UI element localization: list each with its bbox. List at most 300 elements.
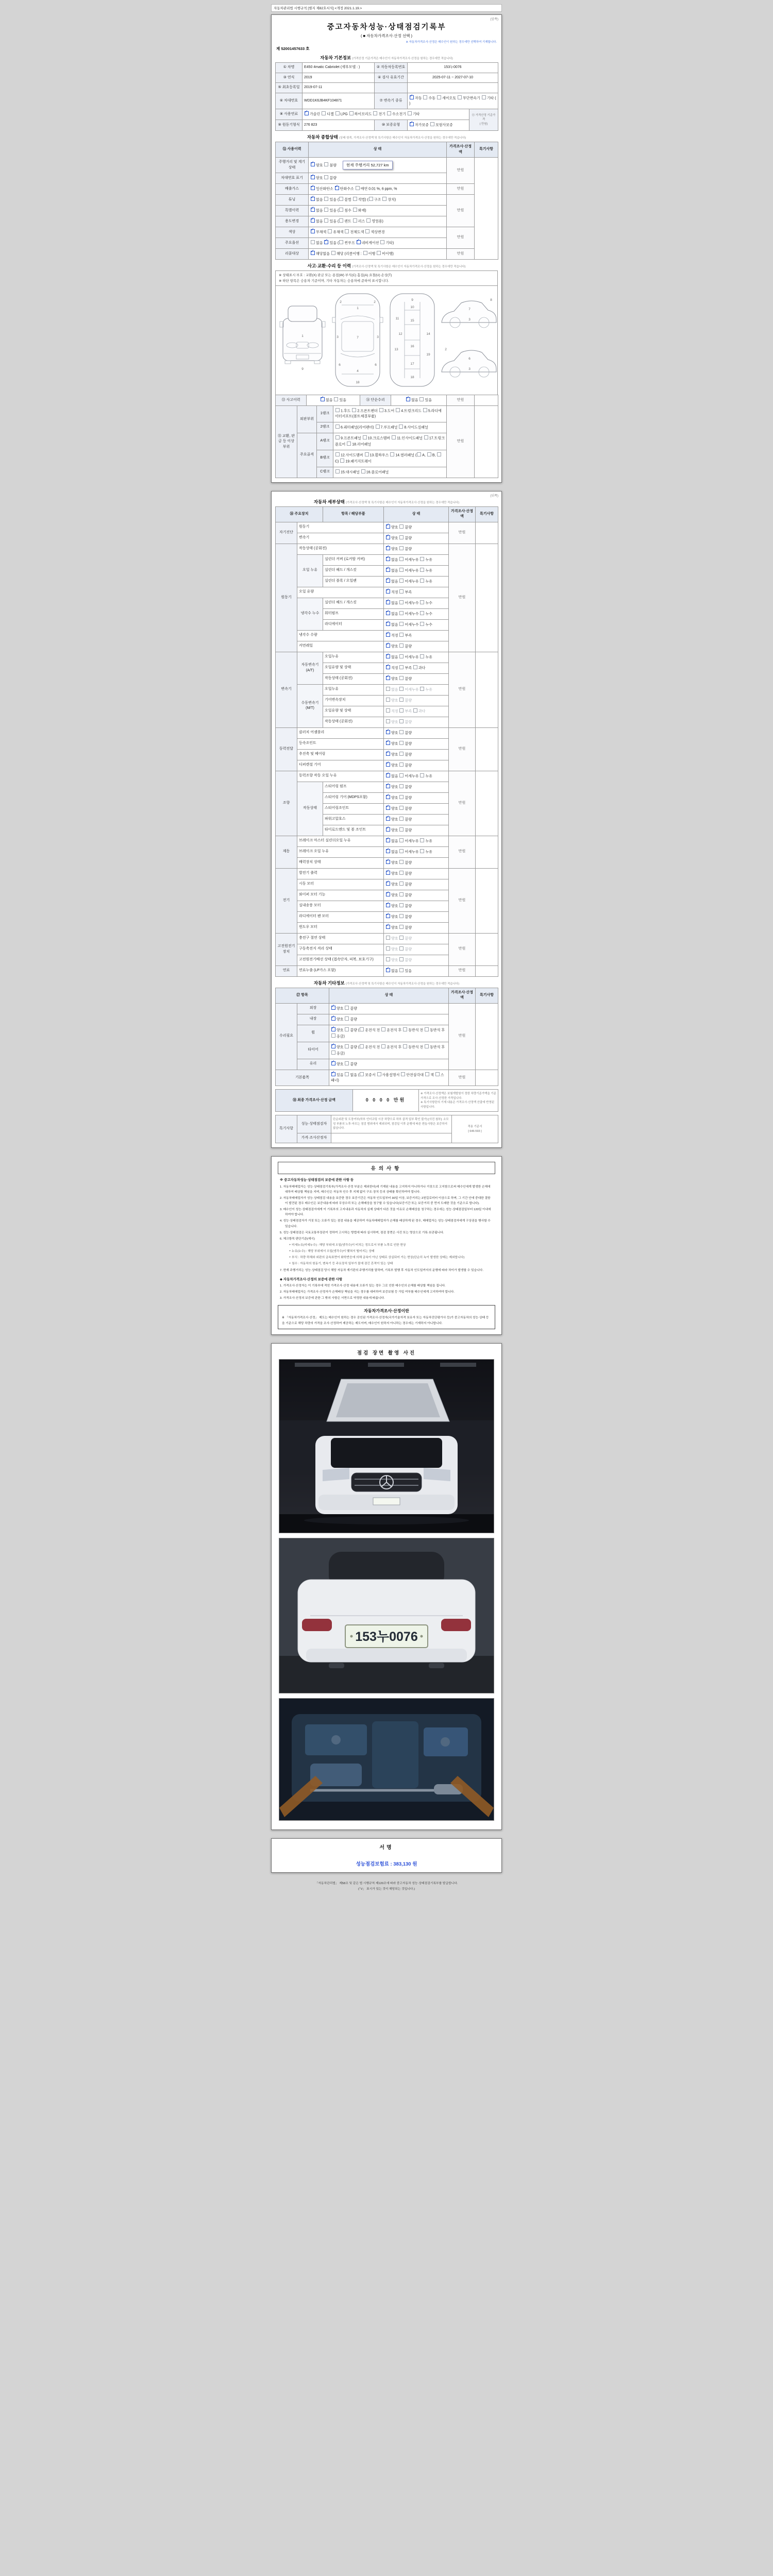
cell: 변속기: [276, 652, 297, 727]
cell: 없음 ✓있음 ( 썬루프 ✓네비게이션 기타): [309, 238, 447, 249]
checkbox-unchecked: [390, 452, 394, 456]
cell: ⑩ 보증유형: [375, 120, 408, 131]
cell: 주요골격: [297, 433, 317, 478]
checkbox-unchecked: [345, 1016, 349, 1021]
cell: ⑨ 원동기형식: [276, 120, 303, 131]
checkbox-checked: [331, 1027, 335, 1031]
checkbox-unchecked: [413, 708, 417, 713]
table-row: [276, 395, 498, 406]
checkbox-unchecked: [399, 600, 404, 604]
checkbox-checked: [386, 838, 390, 842]
checkbox-checked: [386, 914, 390, 918]
cell: 전기: [276, 868, 297, 933]
page-marker-front: (앞쪽): [490, 18, 498, 21]
cell: 특기사항: [276, 1115, 297, 1143]
document-footer: [271, 1881, 502, 1892]
checkbox-checked: [357, 240, 361, 244]
notice-paragraph: 1. 자동차매매업자는 성능·상태점검기록부(가격조사·산정 부분은 제외한다)에 기재된 내용을 고지하지 아니하거나 거짓으로 고지함으로써 매수인에게 발생한 손해에 대하여 배상할 책임을 지며, 매수인은 자동차 인수 후 지체 없이 구조·장치 등의 상태를 확인하여야 합니다.: [280, 1185, 491, 1194]
cell: ✓ 양호 불량: [384, 727, 449, 738]
svg-text:7: 7: [468, 308, 470, 312]
checkbox-checked: [386, 600, 390, 604]
checkbox-unchecked: [386, 957, 390, 961]
cell: 실린더 커버 (로커암 커버): [323, 554, 384, 565]
cell: 시동 모터: [297, 879, 384, 890]
notice-paragraph: 3. 가격조사·산정의 보증에 관한 그 밖의 사항은 서면으로 약정한 내용에 따릅니다.: [280, 1297, 385, 1300]
cell: ④ 검사 유효기간: [375, 73, 408, 83]
checkbox-unchecked: [420, 557, 424, 561]
cell: 타이어: [297, 1042, 329, 1059]
legend-note: ※ 하단 항목은 승용차 기준이며, 기타 자동차는 승용차에 준하여 표시합니다.: [279, 279, 389, 283]
svg-text:12: 12: [398, 332, 402, 336]
cell: 스티어링 기어 (MDPS포함): [323, 792, 384, 803]
cell: 파워고압호스: [323, 814, 384, 825]
cell: B랭크: [317, 450, 333, 467]
cell: 만원: [449, 544, 476, 652]
cell: 등속조인트: [297, 738, 384, 749]
checkbox-checked: [406, 397, 410, 401]
cell: 냉각수 수량: [297, 630, 384, 641]
cell: 워터펌프: [323, 608, 384, 619]
checkbox-unchecked: [360, 1044, 364, 1048]
cell: ✓ 자가보증 보험사보증: [408, 120, 469, 131]
checkbox-checked: [335, 186, 339, 190]
notice-paragraph: 1. 가격조사·산정자는 이 기록부에 적힌 가격조사·산정 내용에 오류가 있는 경우 그로 인한 매수인의 손해를 배상할 책임을 집니다.: [280, 1284, 446, 1288]
cell: 상 태: [329, 988, 449, 1003]
checkbox-unchecked: [386, 708, 390, 713]
cell: ✓ 없음 미세누수 누수: [384, 608, 449, 619]
cell: 원동기: [276, 544, 297, 652]
checkbox-unchecked: [403, 1027, 407, 1031]
checkbox-unchecked: [386, 719, 390, 723]
document-title: 중고자동차성능·상태점검기록부: [327, 23, 446, 31]
checkbox-unchecked: [420, 611, 424, 615]
checkbox-unchecked: [399, 925, 404, 929]
checkbox-unchecked: [420, 838, 424, 842]
sheet-notice: [271, 1156, 502, 1335]
checkbox-unchecked: [399, 903, 404, 907]
checkbox-unchecked: [360, 1072, 364, 1076]
svg-text:3: 3: [377, 335, 379, 340]
cell: ✓ 양호 불량: [384, 814, 449, 825]
checkbox-unchecked: [347, 442, 351, 446]
table-row: [276, 1070, 498, 1086]
checkbox-unchecked: [376, 425, 380, 429]
checkbox-unchecked: [399, 762, 404, 767]
checkbox-unchecked: [413, 665, 417, 669]
cell: ✓ 양호 불량: [384, 803, 449, 814]
cell: 만원: [447, 227, 475, 249]
cell: ✓ 양호 불량: [384, 857, 449, 868]
checkbox-unchecked: [420, 568, 424, 572]
cell: ✓ 양호 불량: [384, 890, 449, 901]
checkbox-checked: [331, 1072, 335, 1076]
checkbox-unchecked: [387, 111, 391, 115]
checkbox-unchecked: [399, 557, 404, 561]
photo-rear-svg: [279, 1538, 494, 1693]
checkbox-unchecked: [381, 1044, 385, 1048]
cell: 작동상태 (공회전): [323, 717, 384, 727]
cell: ⑱ 최종 가격조사·산정 금액: [276, 1090, 353, 1112]
checkbox-checked: [386, 633, 390, 637]
checkbox-unchecked: [423, 408, 427, 412]
cell: 고전원전기장치: [276, 933, 297, 965]
checkbox-checked: [386, 589, 390, 594]
checkbox-checked: [386, 892, 390, 896]
cell: 실린더 헤드 / 개스킷: [323, 565, 384, 576]
svg-text:14: 14: [426, 332, 430, 336]
checkbox-unchecked: [399, 425, 403, 429]
checkbox-unchecked: [377, 1072, 381, 1076]
cell: ⑫ 사용이력: [276, 142, 309, 158]
cell: 충전구 절연 상태: [297, 933, 384, 944]
cell: 튜닝: [276, 195, 309, 206]
cell: 실내송풍 모터: [297, 901, 384, 911]
cell: ✓ 적정 부족: [384, 587, 449, 598]
checkbox-unchecked: [425, 1044, 429, 1048]
cell: ✓ 가솔린 디젤 LPG 하이브리드 전기 수소전기 기타: [303, 109, 469, 120]
cell: 1.후드 2.프론트펜더 3.도어 4.트렁크리드 5.라디에이터서포트(볼트체결부품): [333, 406, 447, 422]
checkbox-checked: [386, 524, 390, 529]
svg-text:2: 2: [445, 348, 447, 352]
checkbox-checked: [386, 752, 390, 756]
notice-paragraph: 7. 현재 주행거리는 성능·상태점검 당시 해당 자동차 계기판의 주행거리를 말하며, 기록부 발행 후 자동차 인도일까지의 운행에 따라 차이가 발생할 수 있습니다.: [280, 1268, 483, 1272]
checkbox-unchecked: [399, 806, 404, 810]
cell: 자동변속기 (A/T): [297, 652, 323, 684]
cell: [476, 1003, 498, 1070]
checkbox-unchecked: [437, 95, 441, 99]
cell: 클러치 어셈블리: [297, 727, 384, 738]
cell: 만원: [449, 836, 476, 868]
checkbox-unchecked: [339, 208, 343, 212]
cell: 동력전달: [276, 727, 297, 771]
cell: 성능·상태점검자: [297, 1115, 331, 1133]
cell: ✓ 양호 불량: [384, 522, 449, 533]
cell: 가격조사·산정액: [449, 506, 476, 522]
checkbox-unchecked: [340, 459, 344, 463]
cell: 오일유량 및 상태: [323, 706, 384, 717]
table-row: [276, 93, 498, 109]
cell: [476, 544, 498, 652]
checkbox-unchecked: [345, 1072, 349, 1076]
svg-text:9: 9: [301, 367, 304, 371]
cell: 만원: [447, 158, 475, 184]
checkbox-unchecked: [399, 698, 404, 702]
cell: 휠: [297, 1025, 329, 1042]
cell: 수리필요: [276, 1003, 297, 1070]
cell: 오일유량 및 상태: [323, 663, 384, 673]
notice-paragraph: 2. 자동차매매업자가 성능·상태점검 내용을 보증한 경우 보증기간은 자동차 인도일부터 30일 이상, 보증거리는 2천킬로미터 이상으로 하며, 그 기간 안에 중대한 결함이 발견된 경우 매수인은 보증내용에 따라 무상수리 또는 손해배상을 청구할 수 있습니다(보증기간 또는 보증거리 중 먼저 도래한 것을 기준으로 합니다).: [280, 1196, 491, 1205]
overall-title-note: (상태·항목, 가격조사·산정액 및 특기사항은 매수인이 자동차가격조사·산정을 원하는 경우에만 적습니다): [339, 137, 466, 140]
cell: [476, 771, 498, 836]
checkbox-unchecked: [366, 218, 371, 223]
basic-section-title: [275, 55, 498, 61]
checkbox-unchecked: [420, 687, 424, 691]
checkbox-unchecked: [324, 197, 328, 201]
cell: 오일누유: [323, 684, 384, 695]
checkbox-unchecked: [423, 95, 427, 99]
svg-text:6: 6: [468, 357, 470, 361]
cell: 작동상태: [297, 782, 323, 836]
cell: 브레이크 마스터 실린더오일 누유: [297, 836, 384, 846]
photo-front-svg: [279, 1360, 494, 1533]
checkbox-checked: [410, 122, 414, 126]
checkbox-unchecked: [373, 111, 377, 115]
checkbox-unchecked: [356, 186, 360, 190]
checkbox-unchecked: [399, 719, 404, 723]
notice-paragraph: 3. 매수인이 성능·상태점검자에게 이 기록부의 고지내용과 자동차의 실제 상태가 다른 것을 이유로 손해배상을 청구하는 경우에는 성능·상태점검일부터 120일 이내에 하여야 합니다.: [280, 1208, 491, 1217]
checkbox-checked: [386, 665, 390, 669]
cell: 실린더 헤드 / 개스킷: [323, 598, 384, 608]
cell: ✓ 없음 미세누유 누유: [384, 836, 449, 846]
cell: 없음 미세누유 누유: [384, 684, 449, 695]
car-front-shape: [315, 1379, 458, 1514]
cell: 만원: [449, 522, 476, 544]
cell: 고전원전기배선 상태 (접속단자, 피복, 보호기구): [297, 955, 384, 965]
svg-text:6: 6: [339, 363, 341, 367]
cell: 만원: [449, 727, 476, 771]
table-row: [276, 544, 498, 554]
checkbox-unchecked: [399, 936, 404, 940]
svg-text:1: 1: [357, 307, 359, 311]
checkbox-checked: [386, 784, 390, 788]
checkbox-checked: [386, 557, 390, 561]
basic-info-table: [275, 62, 498, 131]
checkbox-unchecked: [379, 408, 383, 412]
cell: 기본품목: [276, 1070, 329, 1086]
checkbox-unchecked: [399, 643, 404, 648]
cell: ✓ 없음 미세누유 누유: [384, 846, 449, 857]
taillight-left: [302, 1619, 332, 1631]
cell: ✓ 없음 미세누수 누수: [384, 598, 449, 608]
overall-section-title: [275, 134, 498, 140]
cell: ③ 연식: [276, 73, 303, 83]
checkbox-unchecked: [381, 1027, 385, 1031]
checkbox-unchecked: [425, 1027, 429, 1031]
cell: 만원: [449, 965, 476, 976]
checkbox-checked: [386, 611, 390, 615]
cell: 와이퍼 모터 기능: [297, 890, 384, 901]
checkbox-checked: [386, 676, 390, 680]
cell: ✓ 양호 불량: [384, 544, 449, 554]
svg-text:19: 19: [426, 353, 430, 357]
cell: ✓양호 불량 현재 주행거리 52,727 km: [309, 158, 447, 173]
cell: 타이로드엔드 및 볼 조인트: [323, 825, 384, 836]
notice-paragraph: ◆ 자동차가격조사·산정의 보증에 관한 사항: [280, 1277, 343, 1281]
photos-title: 점검 장면 촬영 사진: [357, 1350, 416, 1356]
checkbox-checked: [386, 643, 390, 648]
cell: [331, 1133, 452, 1143]
notice-paragraph: 6. 체크항목 판단기준(예시): [280, 1237, 315, 1241]
table-row: [276, 1090, 498, 1112]
checkbox-unchecked: [353, 208, 357, 212]
svg-text:15: 15: [410, 319, 414, 323]
cell: ✓ 양호 불량: [329, 1059, 449, 1070]
cell: ✓ 없음 있음 ( 불법 적법) ( 구조 장치): [309, 195, 447, 206]
checkbox-unchecked: [335, 111, 340, 115]
checkbox-checked: [305, 111, 309, 115]
accident-history-table: [275, 395, 498, 406]
cell: 냉각수 누수: [297, 598, 323, 630]
checkbox-unchecked: [399, 914, 404, 918]
table-row: [276, 406, 498, 422]
cell: 실린더 블록 / 오일팬: [323, 576, 384, 587]
checkbox-unchecked: [361, 469, 365, 473]
checkbox-unchecked: [363, 251, 367, 255]
cell: 6.쿼터패널(리어펜더) 7.루프패널 8.사이드실패널: [333, 422, 447, 433]
cell: ⑯ 주요장치: [276, 506, 323, 522]
checkbox-checked: [386, 622, 390, 626]
cell: ✓ 양호 불량: [384, 922, 449, 933]
cell: C랭크: [317, 467, 333, 478]
photo-underbody-svg: [279, 1699, 494, 1820]
checkbox-checked: [321, 397, 325, 401]
checkbox-unchecked: [324, 218, 328, 223]
table-row: [276, 1003, 498, 1014]
cell: 단순외판 및 도장여부(하부 언더코팅 시공 차량으로 하부 골격 일부 확인 불가) [사진 첨부]. 소모성 부품의 노후·마모는 점검 범위에서 제외되며, 점검일 이후 운행에 따른 변동사항은 보증하지 않습니다.: [331, 1115, 452, 1133]
sheet-detail: [271, 491, 502, 1148]
cell: ⑰ 항목: [276, 988, 329, 1003]
checkbox-checked: [331, 1061, 335, 1065]
notice-paragraph: ‣ 부식 : 차량 하체와 외판의 금속표면이 화학반응에 의해 금속이 아닌 상태로 상실되어 가는 현상(단순히 녹이 발생한 상태는 제외합니다): [289, 1256, 465, 1260]
checkbox-unchecked: [380, 240, 384, 244]
checkbox-unchecked: [339, 197, 343, 201]
checkbox-checked: [386, 773, 390, 777]
checkbox-unchecked: [399, 708, 404, 713]
cell: ⑤ 최초등록일: [276, 83, 303, 93]
cell: 만원: [449, 933, 476, 965]
cell: E450 4matic Cabriolet (세부모델 : ): [303, 63, 375, 73]
checkbox-unchecked: [331, 251, 335, 255]
cell: 주요옵션: [276, 238, 309, 249]
checkbox-checked: [386, 849, 390, 853]
cell: [476, 1070, 498, 1086]
cell: [475, 406, 498, 478]
checkbox-checked: [311, 208, 315, 212]
checkbox-unchecked: [345, 1044, 349, 1048]
checkbox-unchecked: [420, 849, 424, 853]
checkbox-unchecked: [420, 579, 424, 583]
checkbox-unchecked: [399, 827, 404, 832]
cell: ⑦ 변속기 종류: [375, 93, 408, 109]
svg-text:9: 9: [411, 298, 413, 302]
svg-text:8: 8: [490, 298, 492, 302]
panel-exchange-table: [275, 405, 498, 478]
checkbox-unchecked: [324, 162, 328, 166]
table-row: [276, 227, 498, 238]
table-row: [276, 522, 498, 533]
cell: [476, 933, 498, 965]
cell: 가격·조사산정자: [297, 1133, 331, 1143]
checkbox-unchecked: [399, 892, 404, 896]
checkbox-unchecked: [399, 784, 404, 788]
basic-title-note: (가격산정 기준가격은 매수인이 자동차가격조사·산정을 원하는 경우에만 적습니다): [352, 57, 453, 60]
checkbox-unchecked: [399, 752, 404, 756]
cell: ⑮ 교환, 판금 등 이상 부위: [276, 406, 297, 478]
cell: 특별이력: [276, 206, 309, 216]
checkbox-unchecked: [392, 435, 396, 439]
cell: 15.대시패널 16.플로어패널: [333, 467, 447, 478]
cell: ✓ 없음 있음 ( 침수 화재): [309, 206, 447, 216]
cell: ✓있음 없음 ( 보증서 사용설명서 안전삼각대 잭 스패너): [329, 1070, 449, 1086]
checkbox-checked: [311, 162, 315, 166]
cell: 차대번호 표기: [276, 173, 309, 184]
etc-section-title: [275, 980, 498, 986]
checkbox-checked: [331, 1016, 335, 1021]
svg-text:18: 18: [410, 376, 414, 380]
checkbox-unchecked: [399, 741, 404, 745]
checkbox-unchecked: [424, 435, 428, 439]
accident-title-note: (가격조사·산정액 및 특기사항은 매수인이 자동차가격조사·산정을 원하는 경우에만 적습니다): [352, 265, 466, 268]
price-survey-box-title: 자동차가격조사·산정이란: [364, 1309, 409, 1314]
cell: 2019: [303, 73, 375, 83]
svg-text:6: 6: [375, 363, 377, 367]
cell: 276 823: [303, 120, 375, 131]
checkbox-checked: [386, 795, 390, 799]
checkbox-unchecked: [399, 860, 404, 864]
cell: 변속기: [297, 533, 384, 544]
checkbox-checked: [311, 186, 315, 190]
cell: 만원: [447, 249, 475, 260]
cell: 2랭크: [317, 422, 333, 433]
cell: 양호 불량: [384, 695, 449, 706]
overall-title-text: 자동차 종합상태: [307, 134, 338, 140]
checkbox-unchecked: [399, 968, 404, 972]
checkbox-checked: [311, 175, 315, 179]
checkbox-unchecked: [399, 579, 404, 583]
svg-text:2: 2: [374, 300, 376, 304]
svg-text:4: 4: [357, 369, 359, 374]
cell: ② 자동차등록번호: [375, 63, 408, 73]
checkbox-unchecked: [365, 452, 369, 456]
table-row: [276, 836, 498, 846]
car-diagram-side-left: [442, 298, 496, 328]
cell: ✓ 없음 미세누유 누유: [384, 652, 449, 663]
table-row: [276, 868, 498, 879]
cell: 특기사항: [476, 988, 498, 1003]
accident-title-text: 사고·교환·수리 등 이력: [307, 263, 351, 268]
cell: ✓ 양호 불량: [384, 792, 449, 803]
svg-text:3: 3: [468, 367, 470, 371]
checkbox-unchecked: [399, 535, 404, 539]
checkbox-checked: [386, 579, 390, 583]
cell: 배력장치 상태: [297, 857, 384, 868]
cell: 양호 불량: [384, 933, 449, 944]
checkbox-unchecked: [335, 452, 340, 456]
svg-text:17: 17: [410, 362, 414, 366]
document-subtitle: ( ■ 자동차가격조사·산정 선택 ): [360, 33, 413, 38]
checkbox-unchecked: [399, 633, 404, 637]
cell: ✓ 적정 부족 과다: [384, 663, 449, 673]
cell: ✓ 해당없음 해당 (리콜이행 : 이행 미이행): [309, 249, 447, 260]
cell: ✓ 양호 불량: [329, 1014, 449, 1025]
cell: [475, 395, 498, 406]
checkbox-unchecked: [353, 197, 357, 201]
checkbox-unchecked: [399, 730, 404, 734]
inspection-photo-front: [279, 1359, 494, 1533]
checkbox-unchecked: [335, 435, 340, 439]
cell: ✓ 없음 있음: [307, 395, 360, 406]
cell: 적정 부족 과다: [384, 706, 449, 717]
cell: 작동상태 (공회전): [297, 544, 384, 554]
cell: 디퍼렌셜 기어: [297, 760, 384, 771]
checkbox-unchecked: [399, 838, 404, 842]
table-row: [276, 727, 498, 738]
cell: 가격조사·산정액: [447, 142, 475, 158]
notice-paragraph: ‣ 침수 : 자동차의 원동기, 변속기 등 주요장치 일부가 물에 잠긴 흔적이 있는 상태: [289, 1262, 393, 1266]
cell: ✓ 양호 불량: [384, 673, 449, 684]
checkbox-unchecked: [420, 600, 424, 604]
cell: ✓ 없음 미세누유 누유: [384, 554, 449, 565]
